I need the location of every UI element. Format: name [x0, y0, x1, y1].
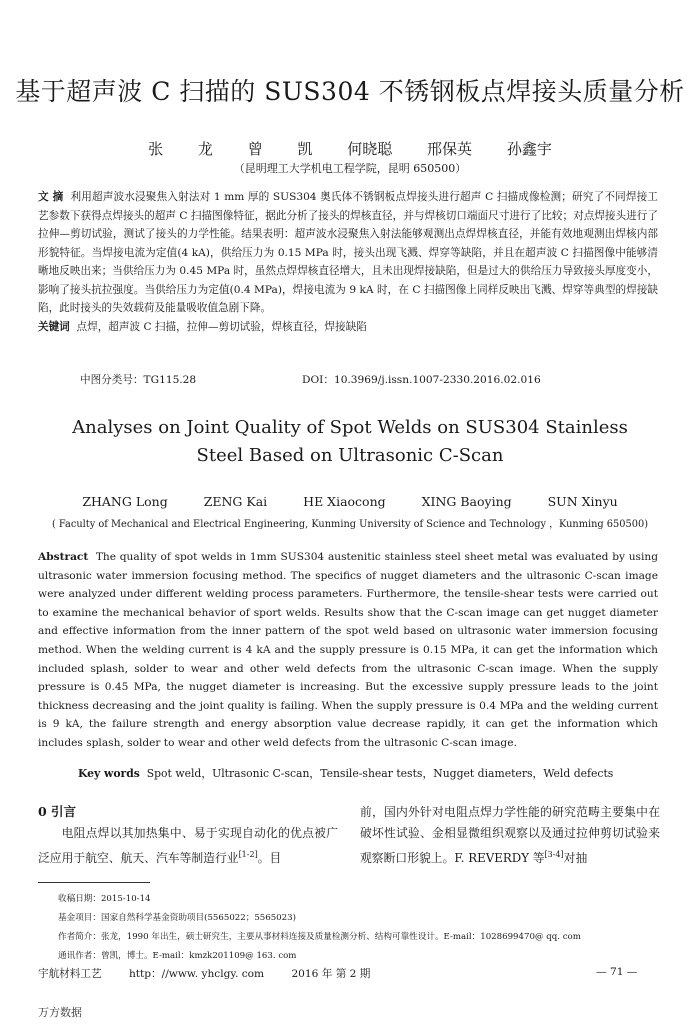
- english-abstract-text: The quality of spot welds in 1mm SUS304 austenitic stainless steel sheet metal was evaluated by using ultrasonic water immersion focusing method. The specifics of nugget diameters and the ultrasonic C-scan image were analyzed under different welding process parameters. Furthermore, the tensile-shear tests were carried out to examine the mechanical behavior of sport welds. Results show that the C-scan image can get nugget diameter and effective information from the inner pattern of the spot weld based on ultrasonic water immersion focusing method. When the welding current is 4 kA and the supply pressure is 0.15 MPa, it can get the information which included splash, solder to wear and other weld defects from the ultrasonic C-scan image. When the supply pressure is 0.45 MPa, the nugget diameter is increasing. But the excessive supply pressure leads to the joint thickness decreasing and the joint quality is failing. When the supply pressure is 0.4 MPa and the welding current is 9 kA, the failure strength and energy absorption value decrease rapidly, it can get the information which includes splash, solder to wear and other weld defects from the ultrasonic C-scan image.: [38, 551, 658, 749]
- author-cn-5: 孙鑫宇: [506, 140, 552, 158]
- chinese-title: 基于超声波 C 扫描的 SUS304 不锈钢板点焊接头质量分析: [15, 77, 685, 106]
- author-cn-2: 曾 凯: [247, 140, 313, 158]
- citation-1-2: [1-2]: [238, 850, 258, 859]
- left-column-tail: 。目: [257, 850, 282, 865]
- watermark-wanfang: 万方数据: [38, 1006, 82, 1019]
- english-affiliation: ( Faculty of Mechanical and Electrical Engineering, Kunming University of Science and Technology ，Kunming 650500): [51, 519, 649, 530]
- english-abstract: [38, 548, 658, 753]
- issue-info: 2016 年 第 2 期: [291, 968, 371, 980]
- page-number: — 71 —: [596, 966, 638, 978]
- journal-name: 宇航材料工艺: [38, 968, 102, 980]
- footnotes: [58, 890, 678, 966]
- clc-number: 中图分类号：TG115.28: [80, 374, 197, 386]
- classification-line: [80, 372, 640, 387]
- english-keywords-line: [78, 766, 658, 781]
- chinese-abstract: [38, 188, 658, 336]
- footnote-author-bio: 作者简介：张龙，1990 年出生，硕士研究生，主要从事材料连接及质量检测分析、结构可靠性设计。E-mail：1028699470@ qq. com: [58, 932, 581, 942]
- author-en-3: HE Xiaocong: [303, 494, 386, 509]
- footnote-corresponding: 通讯作者：曾凯，博士。E-mail：kmzk201109@ 163. com: [58, 951, 297, 961]
- journal-url[interactable]: http：//www. yhclgy. com: [128, 968, 265, 980]
- left-column-body: 电阻点焊以其加热集中、易于实现自动化的优点被广泛应用于航空、航天、汽车等制造行业: [38, 826, 338, 865]
- chinese-affiliation: （昆明理工大学机电工程学院，昆明 650500）: [233, 162, 467, 175]
- page-footer: [38, 966, 370, 981]
- right-column-tail: 对抽: [563, 850, 588, 865]
- author-en-5: SUN Xinyu: [547, 494, 618, 509]
- author-en-2: ZENG Kai: [203, 494, 268, 509]
- right-column-text: [360, 802, 660, 869]
- english-title-line-1: Analyses on Joint Quality of Spot Welds on SUS304 Stainless: [72, 417, 628, 438]
- english-author-list: [0, 494, 700, 509]
- chinese-author-list: [0, 138, 700, 159]
- author-en-4: XING Baoying: [421, 494, 512, 509]
- right-column-body: 前，国内外针对电阻点焊力学性能的研究范畴主要集中在破坏性试验、金相显微组织观察以及通过拉伸剪切试验来观察断口形貌上。F. REVERDY 等: [360, 805, 660, 865]
- chinese-abstract-text: 利用超声波水浸聚焦入射法对 1 mm 厚的 SUS304 奥氏体不锈钢板点焊接头进行超声 C 扫描成像检测；研究了不同焊接工艺参数下获得点焊接头的超声 C 扫描图像特征，据此分析了接头的焊核直径，并与焊核切口端面尺寸进行了比较；对点焊接头进行了拉伸—剪切试验，测试了接头的力学性能。结果表明：超声波水浸聚焦入射法能够观测出点焊焊核直径，并能有效地观测出焊核内部形貌特征。当焊接电流为定值(4 kA)，供给压力为 0.15 MPa 时，接头出现飞溅、焊穿等缺陷，并且在超声波 C 扫描图像中能够清晰地反映出来；当供给压力为 0.45 MPa 时，虽然点焊焊核直径增大，且未出现焊接缺陷，但是过大的供给压力导致接头厚度变小，影响了接头抗拉强度。当供给压力为定值(0.4 MPa)，焊接电流为 9 kA 时，在 C 扫描图像上同样反映出飞溅、焊穿等典型的焊接缺陷，此时接头的失效载荷及能量吸收值急剧下降。: [38, 191, 658, 314]
- author-cn-1: 张 龙: [148, 140, 213, 158]
- english-keywords: Spot weld，Ultrasonic C-scan，Tensile-shear tests，Nugget diameters，Weld defects: [146, 767, 614, 780]
- footnote-received: 收稿日期：2015-10-14: [58, 894, 151, 904]
- english-title: [0, 414, 700, 470]
- chinese-keywords-label: 关键词: [38, 320, 70, 333]
- left-column-text: [38, 823, 338, 869]
- chinese-keywords: 点焊，超声波 C 扫描，拉伸—剪切试验，焊核直径，焊接缺陷: [76, 320, 367, 333]
- citation-3-4: [3-4]: [544, 850, 564, 859]
- english-keywords-label: Key words: [78, 767, 140, 780]
- english-title-line-2: Steel Based on Ultrasonic C-Scan: [196, 445, 504, 466]
- doi: DOI：10.3969/j.issn.1007-2330.2016.02.016: [302, 374, 541, 386]
- author-en-1: ZHANG Long: [82, 494, 168, 509]
- author-cn-4: 邢保英: [427, 140, 473, 158]
- section-heading-introduction: 0 引言: [38, 804, 77, 819]
- author-cn-3: 何晓聪: [347, 140, 393, 158]
- footnote-fund: 基金项目：国家自然科学基金资助项目(5565022；5565023): [58, 913, 296, 923]
- chinese-abstract-label: 文 摘: [38, 191, 64, 203]
- footnote-divider: [38, 882, 150, 883]
- english-abstract-label: Abstract: [38, 551, 89, 563]
